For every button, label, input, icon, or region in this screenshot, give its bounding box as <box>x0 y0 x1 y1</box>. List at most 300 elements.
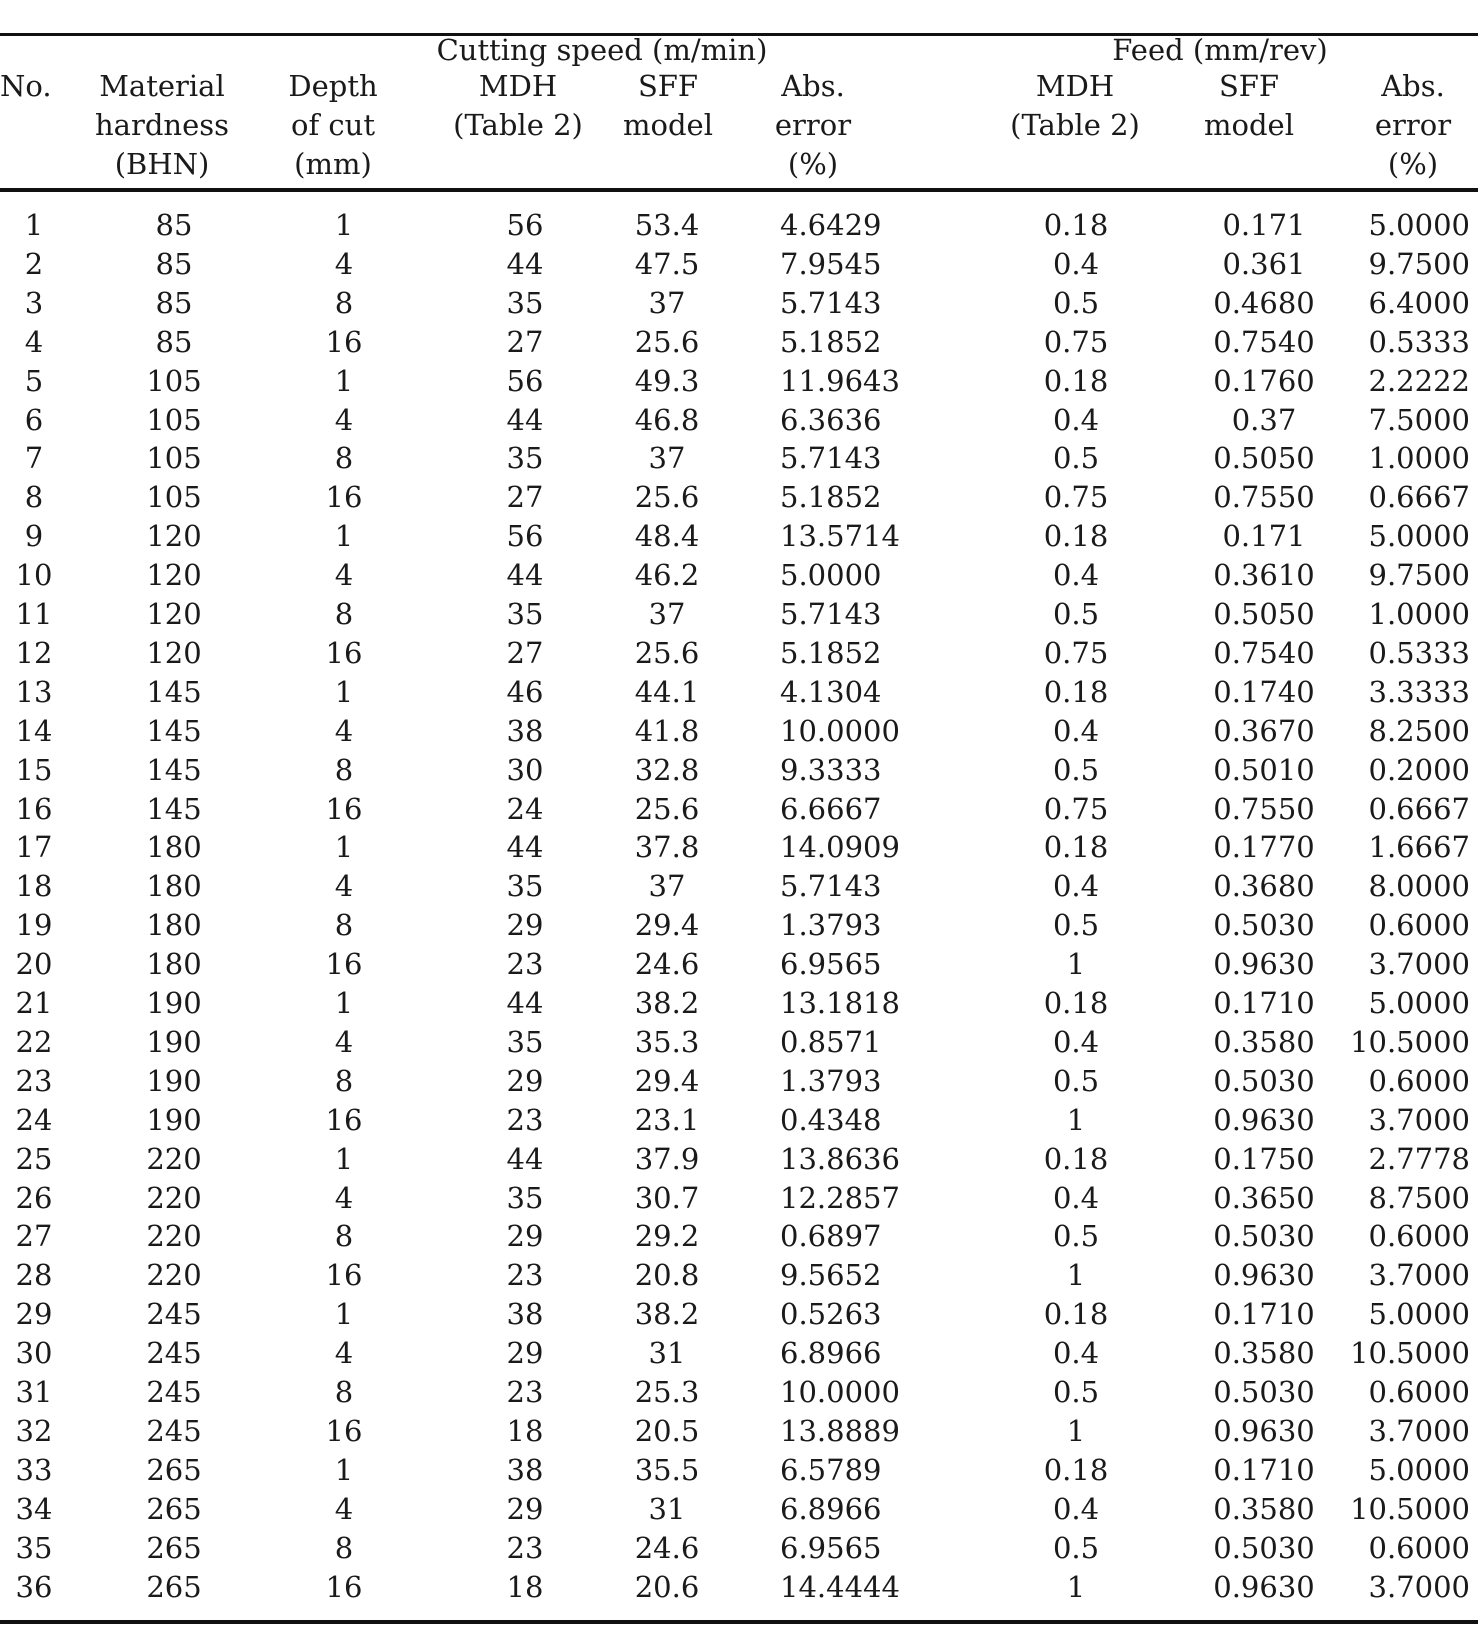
cell-cs-sff: 46.8 <box>634 402 700 437</box>
cell-no: 33 <box>15 1452 53 1487</box>
cell-cs-sff: 20.6 <box>634 1569 700 1604</box>
cell-cs-err: 0.4348 <box>780 1102 882 1137</box>
cell-f-err: 8.2500 <box>1368 713 1470 748</box>
cell-f-sff: 0.5050 <box>1213 441 1315 476</box>
cell-cs-sff: 37 <box>648 869 686 904</box>
cell-depth: 16 <box>325 1413 363 1448</box>
cell-cs-err: 9.5652 <box>780 1258 882 1293</box>
cell-depth: 1 <box>334 1141 354 1176</box>
cell-f-mdh: 0.18 <box>1043 986 1109 1020</box>
cell-f-err: 10.5000 <box>1350 1024 1470 1059</box>
cell-cs-sff: 31 <box>648 1336 686 1371</box>
cell-cs-err: 5.1852 <box>780 324 882 359</box>
cell-f-err: 2.7778 <box>1368 1141 1470 1176</box>
cell-depth: 4 <box>334 558 354 593</box>
cell-f-sff: 0.9630 <box>1213 1102 1315 1137</box>
cell-hardness: 180 <box>146 908 202 943</box>
cell-depth: 16 <box>325 1569 363 1604</box>
cell-hardness: 245 <box>146 1375 202 1409</box>
cell-f-sff: 0.1710 <box>1213 986 1315 1020</box>
cell-cs-sff: 25.3 <box>634 1375 700 1409</box>
cell-hardness: 265 <box>146 1452 202 1487</box>
cell-no: 9 <box>24 519 44 554</box>
cell-hardness: 220 <box>146 1219 202 1254</box>
cell-f-sff: 0.1750 <box>1213 1141 1315 1176</box>
column-header-no: No. <box>0 69 52 103</box>
cell-cs-sff: 49.3 <box>634 363 700 398</box>
cell-no: 20 <box>15 947 53 982</box>
cell-hardness: 245 <box>146 1297 202 1332</box>
cell-cs-err: 12.2857 <box>780 1180 900 1215</box>
cell-hardness: 190 <box>146 1063 202 1098</box>
cell-f-mdh: 0.18 <box>1043 1452 1109 1487</box>
cell-f-sff: 0.5030 <box>1213 1219 1315 1254</box>
cell-depth: 8 <box>334 1375 354 1409</box>
cell-cs-err: 0.6897 <box>780 1219 882 1254</box>
cell-hardness: 145 <box>146 752 202 787</box>
cell-depth: 1 <box>334 830 354 865</box>
cell-cs-sff: 37.8 <box>634 830 700 865</box>
cell-depth: 8 <box>334 1219 354 1254</box>
cell-hardness: 145 <box>146 791 202 826</box>
cell-no: 29 <box>15 1297 53 1332</box>
cell-f-err: 5.0000 <box>1368 519 1470 554</box>
cell-cs-mdh: 23 <box>506 1258 544 1293</box>
cell-depth: 8 <box>334 752 354 787</box>
cell-f-sff: 0.37 <box>1231 402 1297 437</box>
cell-cs-mdh: 35 <box>506 1180 544 1215</box>
cell-f-err: 0.5333 <box>1368 324 1470 359</box>
cell-hardness: 105 <box>146 402 202 437</box>
cell-no: 15 <box>15 752 53 787</box>
cell-cs-mdh: 35 <box>506 869 544 904</box>
cell-f-mdh: 0.18 <box>1043 830 1109 865</box>
cell-hardness: 120 <box>146 519 202 554</box>
cell-depth: 1 <box>334 1452 354 1487</box>
cell-f-err: 5.0000 <box>1368 986 1470 1020</box>
cell-hardness: 220 <box>146 1141 202 1176</box>
cell-cs-mdh: 56 <box>506 208 544 242</box>
cell-cs-sff: 24.6 <box>634 1530 700 1565</box>
cell-depth: 8 <box>334 908 354 943</box>
cell-cs-err: 6.9565 <box>780 947 882 982</box>
cell-f-mdh: 0.75 <box>1043 635 1109 670</box>
cell-cs-err: 4.6429 <box>780 208 882 242</box>
cell-f-mdh: 1 <box>1066 1569 1086 1604</box>
cell-cs-mdh: 44 <box>506 1141 544 1176</box>
cell-f-mdh: 1 <box>1066 1413 1086 1448</box>
cell-depth: 8 <box>334 597 354 631</box>
cell-f-mdh: 0.5 <box>1052 752 1100 787</box>
cell-f-err: 5.0000 <box>1368 1297 1470 1332</box>
cell-f-mdh: 0.4 <box>1052 246 1100 281</box>
cell-f-sff: 0.3670 <box>1213 713 1315 748</box>
cell-f-mdh: 0.18 <box>1043 519 1109 554</box>
cell-no: 1 <box>24 208 44 242</box>
cell-cs-err: 6.9565 <box>780 1530 882 1565</box>
cell-f-mdh: 0.4 <box>1052 402 1100 437</box>
cell-cs-sff: 32.8 <box>634 752 700 787</box>
cell-cs-mdh: 27 <box>506 480 544 515</box>
cell-no: 14 <box>15 713 53 748</box>
cell-f-sff: 0.1770 <box>1213 830 1315 865</box>
cell-no: 17 <box>15 830 53 865</box>
cell-cs-sff: 35.3 <box>634 1024 700 1059</box>
cell-cs-err: 13.1818 <box>780 986 900 1020</box>
cell-f-mdh: 0.4 <box>1052 558 1100 593</box>
cell-cs-err: 6.6667 <box>780 791 882 826</box>
cell-cs-sff: 29.2 <box>634 1219 700 1254</box>
cell-depth: 4 <box>334 1491 354 1526</box>
cell-no: 23 <box>15 1063 53 1098</box>
cell-hardness: 220 <box>146 1258 202 1293</box>
cell-hardness: 220 <box>146 1180 202 1215</box>
table-bottom-rule <box>0 1620 1478 1624</box>
cell-no: 22 <box>15 1024 53 1059</box>
cell-f-mdh: 1 <box>1066 947 1086 982</box>
cell-cs-mdh: 56 <box>506 519 544 554</box>
cell-depth: 16 <box>325 1102 363 1137</box>
cell-cs-mdh: 18 <box>506 1413 544 1448</box>
cell-cs-err: 5.7143 <box>780 441 882 476</box>
cell-cs-sff: 29.4 <box>634 908 700 943</box>
cell-f-err: 1.6667 <box>1368 830 1470 865</box>
cell-f-mdh: 0.5 <box>1052 1530 1100 1565</box>
cell-f-err: 10.5000 <box>1350 1336 1470 1371</box>
cell-f-sff: 0.7550 <box>1213 791 1315 826</box>
cell-f-mdh: 0.4 <box>1052 1024 1100 1059</box>
column-header-cs-err: Abs. error (%) <box>774 69 852 181</box>
cell-f-mdh: 0.18 <box>1043 1141 1109 1176</box>
cell-hardness: 85 <box>155 324 193 359</box>
cell-hardness: 85 <box>155 208 193 242</box>
cell-no: 26 <box>15 1180 53 1215</box>
cell-cs-mdh: 46 <box>506 674 544 709</box>
cell-f-err: 8.0000 <box>1368 869 1470 904</box>
cell-f-mdh: 0.5 <box>1052 1063 1100 1098</box>
cell-f-sff: 0.1710 <box>1213 1452 1315 1487</box>
cell-hardness: 265 <box>146 1491 202 1526</box>
cell-depth: 4 <box>334 1024 354 1059</box>
cell-f-sff: 0.7540 <box>1213 635 1315 670</box>
cell-cs-err: 13.5714 <box>780 519 900 554</box>
cell-hardness: 265 <box>146 1530 202 1565</box>
cell-cs-mdh: 35 <box>506 441 544 476</box>
cell-hardness: 105 <box>146 480 202 515</box>
cell-cs-err: 13.8889 <box>780 1413 900 1448</box>
cell-depth: 16 <box>325 635 363 670</box>
cell-hardness: 190 <box>146 986 202 1020</box>
cell-cs-err: 5.0000 <box>780 558 882 593</box>
cell-f-mdh: 0.4 <box>1052 869 1100 904</box>
cell-depth: 8 <box>334 1530 354 1565</box>
cell-f-sff: 0.3650 <box>1213 1180 1315 1215</box>
cell-cs-sff: 31 <box>648 1491 686 1526</box>
cell-hardness: 180 <box>146 830 202 865</box>
cell-f-mdh: 0.75 <box>1043 324 1109 359</box>
cell-f-mdh: 0.75 <box>1043 480 1109 515</box>
cell-cs-sff: 47.5 <box>634 246 700 281</box>
cell-f-mdh: 0.5 <box>1052 908 1100 943</box>
cell-f-err: 3.7000 <box>1368 1102 1470 1137</box>
cell-f-sff: 0.3580 <box>1213 1491 1315 1526</box>
cell-hardness: 85 <box>155 285 193 320</box>
cell-f-sff: 0.9630 <box>1213 1569 1315 1604</box>
cell-f-err: 9.7500 <box>1368 558 1470 593</box>
cell-depth: 16 <box>325 1258 363 1293</box>
cell-f-mdh: 0.5 <box>1052 441 1100 476</box>
cell-f-mdh: 1 <box>1066 1102 1086 1137</box>
table-header-rule <box>0 188 1478 192</box>
cell-f-sff: 0.7540 <box>1213 324 1315 359</box>
cell-cs-err: 5.7143 <box>780 869 882 904</box>
group-header-cutting-speed: Cutting speed (m/min) <box>436 33 768 67</box>
cell-f-err: 3.7000 <box>1368 1569 1470 1604</box>
cell-cs-sff: 20.8 <box>634 1258 700 1293</box>
cell-no: 11 <box>15 597 53 631</box>
cell-f-err: 1.0000 <box>1368 441 1470 476</box>
cell-cs-mdh: 23 <box>506 1102 544 1137</box>
cell-f-sff: 0.1760 <box>1213 363 1315 398</box>
cell-depth: 4 <box>334 869 354 904</box>
cell-f-err: 5.0000 <box>1368 208 1470 242</box>
cell-depth: 1 <box>334 674 354 709</box>
cell-no: 6 <box>24 402 44 437</box>
cell-cs-err: 1.3793 <box>780 1063 882 1098</box>
cell-cs-mdh: 30 <box>506 752 544 787</box>
cell-depth: 4 <box>334 713 354 748</box>
cell-cs-mdh: 38 <box>506 1297 544 1332</box>
cell-cs-sff: 38.2 <box>634 1297 700 1332</box>
cell-f-err: 0.5333 <box>1368 635 1470 670</box>
cell-cs-mdh: 18 <box>506 1569 544 1604</box>
cell-depth: 1 <box>334 1297 354 1332</box>
cell-f-sff: 0.171 <box>1222 208 1306 242</box>
cell-no: 32 <box>15 1413 53 1448</box>
cell-cs-mdh: 44 <box>506 986 544 1020</box>
cell-hardness: 245 <box>146 1336 202 1371</box>
cell-f-sff: 0.5030 <box>1213 908 1315 943</box>
cell-no: 30 <box>15 1336 53 1371</box>
cell-hardness: 145 <box>146 713 202 748</box>
cell-cs-sff: 25.6 <box>634 324 700 359</box>
cell-cs-sff: 37 <box>648 597 686 631</box>
cell-cs-mdh: 27 <box>506 324 544 359</box>
column-header-f-err: Abs. error (%) <box>1374 69 1452 181</box>
cell-no: 13 <box>15 674 53 709</box>
cell-cs-err: 6.8966 <box>780 1336 882 1371</box>
cell-f-mdh: 0.5 <box>1052 1219 1100 1254</box>
cell-f-sff: 0.4680 <box>1213 285 1315 320</box>
cell-f-mdh: 0.5 <box>1052 285 1100 320</box>
cell-f-mdh: 0.4 <box>1052 713 1100 748</box>
cell-cs-sff: 37.9 <box>634 1141 700 1176</box>
cell-f-sff: 0.3580 <box>1213 1024 1315 1059</box>
cell-no: 31 <box>15 1375 53 1409</box>
cell-cs-mdh: 29 <box>506 1491 544 1526</box>
cell-no: 7 <box>24 441 44 476</box>
cell-cs-sff: 35.5 <box>634 1452 700 1487</box>
cell-f-err: 3.3333 <box>1368 674 1470 709</box>
cell-cs-err: 4.1304 <box>780 674 882 709</box>
cell-cs-err: 0.5263 <box>780 1297 882 1332</box>
cell-f-err: 1.0000 <box>1368 597 1470 631</box>
cell-cs-mdh: 38 <box>506 1452 544 1487</box>
cell-f-sff: 0.7550 <box>1213 480 1315 515</box>
column-header-cs-sff: SFF model <box>623 69 713 142</box>
cell-cs-mdh: 29 <box>506 1063 544 1098</box>
cell-cs-err: 9.3333 <box>780 752 882 787</box>
cell-depth: 8 <box>334 1063 354 1098</box>
cell-cs-err: 10.0000 <box>780 713 900 748</box>
cell-hardness: 85 <box>155 246 193 281</box>
cell-depth: 1 <box>334 208 354 242</box>
cell-cs-mdh: 44 <box>506 402 544 437</box>
cell-cs-sff: 38.2 <box>634 986 700 1020</box>
cell-f-mdh: 0.5 <box>1052 1375 1100 1409</box>
cell-cs-mdh: 24 <box>506 791 544 826</box>
cell-cs-mdh: 23 <box>506 947 544 982</box>
cell-f-mdh: 0.4 <box>1052 1336 1100 1371</box>
group-header-feed: Feed (mm/rev) <box>1112 33 1328 67</box>
cell-cs-err: 0.8571 <box>780 1024 882 1059</box>
column-header-cs-mdh: MDH (Table 2) <box>453 69 583 142</box>
cell-cs-sff: 24.6 <box>634 947 700 982</box>
cell-f-sff: 0.171 <box>1222 519 1306 554</box>
cell-f-err: 7.5000 <box>1368 402 1470 437</box>
cell-hardness: 105 <box>146 363 202 398</box>
cell-cs-mdh: 35 <box>506 1024 544 1059</box>
cell-cs-sff: 41.8 <box>634 713 700 748</box>
cell-cs-mdh: 27 <box>506 635 544 670</box>
column-header-f-sff: SFF model <box>1204 69 1294 142</box>
cell-no: 12 <box>15 635 53 670</box>
cell-f-sff: 0.3610 <box>1213 558 1315 593</box>
cell-cs-err: 6.8966 <box>780 1491 882 1526</box>
cell-cs-mdh: 56 <box>506 363 544 398</box>
cell-cs-sff: 30.7 <box>634 1180 700 1215</box>
cell-f-sff: 0.5030 <box>1213 1375 1315 1409</box>
column-header-f-mdh: MDH (Table 2) <box>1010 69 1140 142</box>
cell-depth: 16 <box>325 791 363 826</box>
cell-no: 35 <box>15 1530 53 1565</box>
cell-cs-err: 7.9545 <box>780 246 882 281</box>
cell-cs-sff: 44.1 <box>634 674 700 709</box>
cell-no: 24 <box>15 1102 53 1137</box>
cell-hardness: 120 <box>146 597 202 631</box>
cell-f-mdh: 0.18 <box>1043 363 1109 398</box>
cell-cs-mdh: 29 <box>506 908 544 943</box>
cell-f-err: 0.6000 <box>1368 908 1470 943</box>
cell-cs-sff: 37 <box>648 285 686 320</box>
cell-no: 34 <box>15 1491 53 1526</box>
cell-cs-sff: 25.6 <box>634 635 700 670</box>
cell-f-sff: 0.9630 <box>1213 1258 1315 1293</box>
cell-no: 3 <box>24 285 44 320</box>
cell-cs-err: 5.1852 <box>780 635 882 670</box>
cell-f-err: 0.2000 <box>1368 752 1470 787</box>
cell-cs-sff: 37 <box>648 441 686 476</box>
cell-cs-mdh: 23 <box>506 1530 544 1565</box>
cell-cs-err: 5.1852 <box>780 480 882 515</box>
column-header-hardness: Material hardness (BHN) <box>95 69 229 181</box>
cell-f-sff: 0.9630 <box>1213 1413 1315 1448</box>
cell-no: 18 <box>15 869 53 904</box>
cell-f-err: 3.7000 <box>1368 1258 1470 1293</box>
column-header-depth: Depth of cut (mm) <box>288 69 378 181</box>
cell-f-sff: 0.5010 <box>1213 752 1315 787</box>
cell-f-err: 0.6000 <box>1368 1530 1470 1565</box>
cell-f-err: 3.7000 <box>1368 1413 1470 1448</box>
cell-depth: 1 <box>334 986 354 1020</box>
cell-f-mdh: 0.75 <box>1043 791 1109 826</box>
cell-cs-sff: 20.5 <box>634 1413 700 1448</box>
cell-no: 8 <box>24 480 44 515</box>
cell-depth: 16 <box>325 480 363 515</box>
cell-f-mdh: 0.5 <box>1052 597 1100 631</box>
cell-f-err: 6.4000 <box>1368 285 1470 320</box>
cell-cs-sff: 25.6 <box>634 791 700 826</box>
cell-f-err: 0.6000 <box>1368 1375 1470 1409</box>
cell-cs-err: 6.5789 <box>780 1452 882 1487</box>
cell-f-sff: 0.5050 <box>1213 597 1315 631</box>
cell-depth: 8 <box>334 285 354 320</box>
cell-no: 25 <box>15 1141 53 1176</box>
cell-cs-mdh: 29 <box>506 1219 544 1254</box>
cell-cs-err: 10.0000 <box>780 1375 900 1409</box>
cell-f-sff: 0.1740 <box>1213 674 1315 709</box>
cell-cs-sff: 23.1 <box>634 1102 700 1137</box>
cell-cs-mdh: 35 <box>506 597 544 631</box>
cell-f-sff: 0.9630 <box>1213 947 1315 982</box>
cell-f-mdh: 1 <box>1066 1258 1086 1293</box>
cell-hardness: 190 <box>146 1102 202 1137</box>
cell-f-err: 0.6000 <box>1368 1219 1470 1254</box>
cell-cs-err: 11.9643 <box>780 363 900 398</box>
cell-no: 5 <box>24 363 44 398</box>
cell-no: 28 <box>15 1258 53 1293</box>
cell-depth: 1 <box>334 363 354 398</box>
cell-depth: 16 <box>325 324 363 359</box>
cell-no: 19 <box>15 908 53 943</box>
cell-cs-mdh: 29 <box>506 1336 544 1371</box>
cell-depth: 4 <box>334 1336 354 1371</box>
cell-f-err: 0.6000 <box>1368 1063 1470 1098</box>
cell-hardness: 180 <box>146 947 202 982</box>
cell-f-sff: 0.361 <box>1222 246 1306 281</box>
cell-no: 36 <box>15 1569 53 1604</box>
cell-f-mdh: 0.18 <box>1043 1297 1109 1332</box>
cell-cs-err: 13.8636 <box>780 1141 900 1176</box>
cell-f-mdh: 0.4 <box>1052 1491 1100 1526</box>
cell-no: 21 <box>15 986 53 1020</box>
cell-cs-sff: 46.2 <box>634 558 700 593</box>
cell-no: 10 <box>15 558 53 593</box>
cell-hardness: 105 <box>146 441 202 476</box>
cell-f-sff: 0.5030 <box>1213 1063 1315 1098</box>
cell-cs-err: 5.7143 <box>780 285 882 320</box>
cell-hardness: 265 <box>146 1569 202 1604</box>
cell-f-err: 2.2222 <box>1368 363 1470 398</box>
cell-no: 16 <box>15 791 53 826</box>
cell-cs-mdh: 35 <box>506 285 544 320</box>
cell-cs-mdh: 23 <box>506 1375 544 1409</box>
cell-cs-mdh: 44 <box>506 830 544 865</box>
cell-cs-sff: 48.4 <box>634 519 700 554</box>
cell-hardness: 180 <box>146 869 202 904</box>
cell-f-sff: 0.3680 <box>1213 869 1315 904</box>
cell-f-err: 0.6667 <box>1368 480 1470 515</box>
